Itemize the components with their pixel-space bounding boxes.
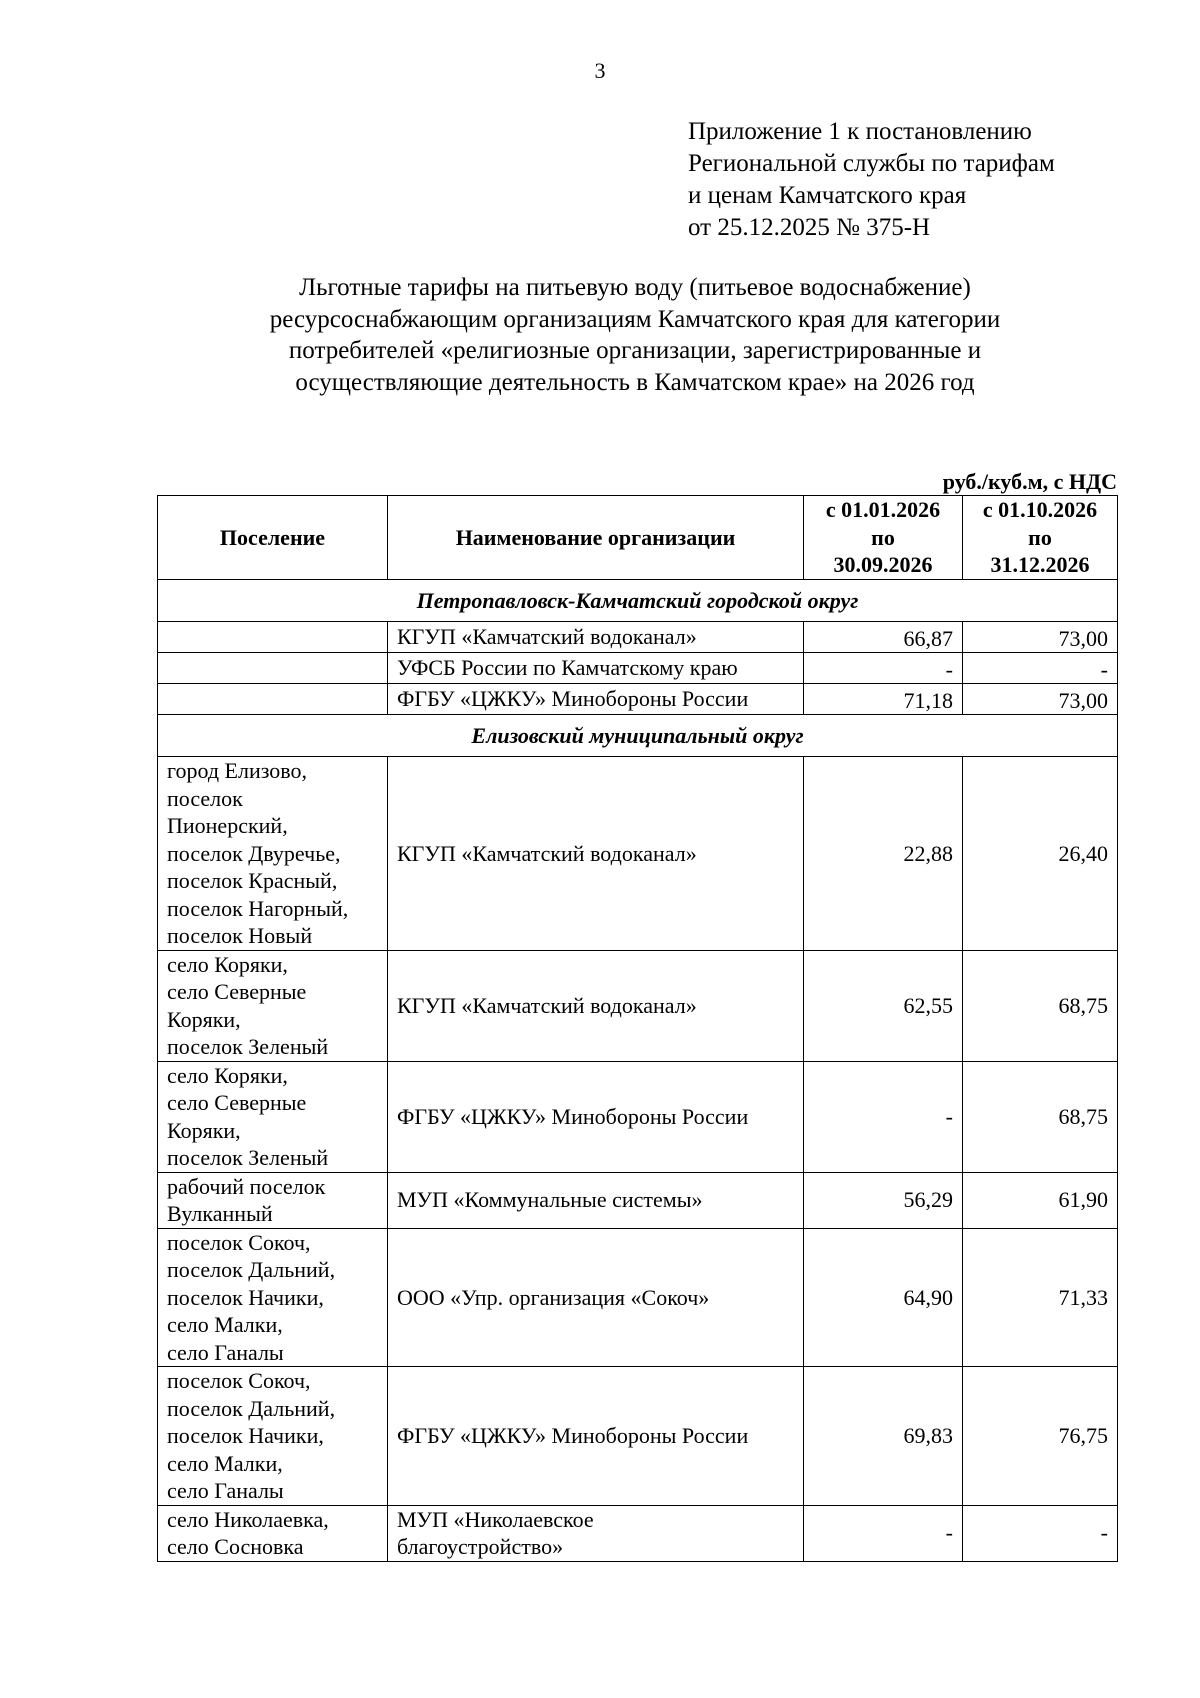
settlement-cell [158, 1505, 388, 1561]
settlement-line: Коряки, [167, 1006, 241, 1032]
organization-line: МУП «Николаевское [397, 1506, 594, 1532]
header-period-1 [804, 496, 963, 580]
table-row [158, 1061, 1118, 1172]
header-organization: Наименование организации [388, 496, 804, 580]
section-header-row [158, 715, 1118, 757]
organization-cell: МУП «Коммунальные системы» [388, 1172, 804, 1228]
header-period-1-line: с 01.01.2026 [825, 497, 941, 523]
settlement-line: поселок Дальний, [167, 1257, 336, 1282]
title-line: потребителей «религиозные организации, зарегистрированные и [288, 337, 982, 364]
settlement-cell [158, 1228, 388, 1367]
organization-cell: УФСБ России по Камчатскому краю [388, 653, 804, 684]
settlement-line: село Малки, [167, 1312, 283, 1337]
organization-cell [388, 1505, 804, 1561]
settlement-line: рабочий поселок [167, 1173, 326, 1199]
settlement-line: село Северные [167, 979, 307, 1004]
tariff-period-1-cell: 22,88 [804, 757, 963, 951]
appendix-line: от 25.12.2025 № 375-Н [688, 214, 931, 241]
tariff-period-2-cell: - [963, 653, 1118, 684]
table-row [158, 1505, 1118, 1561]
title-line: Льготные тарифы на питьевую воду (питьевое водоснабжение) [299, 274, 971, 301]
settlement-line: Вулканный [167, 1201, 273, 1226]
organization-cell: КГУП «Камчатский водоканал» [388, 757, 804, 951]
settlement-line: село Сосновка [167, 1534, 304, 1559]
appendix-line: и ценам Камчатского края [688, 182, 967, 209]
settlement-cell [158, 1367, 388, 1506]
header-period-1-line: по [871, 524, 895, 550]
table-row [158, 622, 1118, 653]
tariff-table [157, 495, 1118, 1562]
appendix-line: Приложение 1 к постановлению [688, 118, 1032, 145]
tariff-period-1-cell: 64,90 [804, 1228, 963, 1367]
table-row [158, 1367, 1118, 1506]
tariff-period-2-cell: - [963, 1505, 1118, 1561]
settlement-line: село Ганалы [167, 1478, 284, 1503]
organization-cell: ООО «Упр. организация «Сокоч» [388, 1228, 804, 1367]
tariff-period-2-cell: 76,75 [963, 1367, 1118, 1506]
tariff-period-1-cell: - [804, 1505, 963, 1561]
tariff-period-1-cell: 71,18 [804, 684, 963, 715]
settlement-line: поселок [167, 785, 243, 811]
settlement-line: поселок Двуречье, [167, 840, 341, 866]
table-row [158, 1172, 1118, 1228]
organization-cell: ФГБУ «ЦЖКУ» Минобороны России [388, 1367, 804, 1506]
settlement-line: поселок Сокоч, [167, 1229, 311, 1255]
table-header-row [158, 496, 1118, 580]
settlement-line: село Коряки, [167, 1062, 288, 1088]
settlement-cell [158, 757, 388, 951]
tariff-period-2-cell: 26,40 [963, 757, 1118, 951]
settlement-line: поселок Дальний, [167, 1395, 336, 1421]
section-title: Петропавловск-Камчатский городской округ [158, 580, 1118, 622]
settlement-cell [158, 950, 388, 1061]
organization-cell: ФГБУ «ЦЖКУ» Минобороны России [388, 1061, 804, 1172]
settlement-line: город Елизово, [167, 758, 308, 783]
settlement-cell [158, 1061, 388, 1172]
settlement-line: село Ганалы [167, 1339, 284, 1365]
header-period-2-line: по [1028, 524, 1052, 550]
header-period-2-line: с 01.10.2026 [982, 497, 1098, 523]
settlement-cell [158, 622, 388, 653]
settlement-line: село Николаевка, [167, 1506, 329, 1532]
title-line: ресурсоснабжающим организациям Камчатского края для категории [269, 305, 1001, 333]
tariff-period-2-cell: 73,00 [963, 684, 1118, 715]
header-period-2 [963, 496, 1118, 580]
organization-line: благоустройство» [397, 1534, 564, 1559]
settlement-line: поселок Нагорный, [167, 895, 349, 921]
settlement-line: село Коряки, [167, 951, 288, 977]
tariff-period-1-cell: 62,55 [804, 950, 963, 1061]
settlement-line: поселок Начики, [167, 1423, 324, 1448]
organization-cell: КГУП «Камчатский водоканал» [388, 950, 804, 1061]
tariff-period-1-cell: 66,87 [804, 622, 963, 653]
section-header-row [158, 580, 1118, 622]
organization-cell: ФГБУ «ЦЖКУ» Минобороны России [388, 684, 804, 715]
header-settlement: Поселение [158, 496, 388, 580]
settlement-line: поселок Новый [167, 923, 313, 948]
table-row [158, 653, 1118, 684]
tariff-period-1-cell: - [804, 653, 963, 684]
tariff-period-1-cell: 56,29 [804, 1172, 963, 1228]
settlement-line: Коряки, [167, 1117, 241, 1143]
table-row [158, 757, 1118, 951]
tariff-period-2-cell: 71,33 [963, 1228, 1118, 1367]
settlement-cell [158, 684, 388, 715]
tariff-period-2-cell: 61,90 [963, 1172, 1118, 1228]
section-title: Елизовский муниципальный округ [158, 715, 1118, 757]
tariff-period-2-cell: 68,75 [963, 950, 1118, 1061]
settlement-cell [158, 1172, 388, 1228]
appendix-line: Региональной службы по тарифам [688, 150, 1055, 177]
unit-label: руб./куб.м, с НДС [942, 469, 1117, 494]
tariff-period-1-cell: 69,83 [804, 1367, 963, 1506]
settlement-cell [158, 653, 388, 684]
settlement-line: Пионерский, [167, 813, 288, 838]
settlement-line: село Малки, [167, 1450, 283, 1476]
table-row [158, 1228, 1118, 1367]
settlement-line: поселок Начики, [167, 1284, 324, 1310]
settlement-line: поселок Сокоч, [167, 1368, 311, 1393]
settlement-line: поселок Зеленый [167, 1145, 329, 1170]
table-row [158, 950, 1118, 1061]
settlement-line: поселок Зеленый [167, 1034, 329, 1059]
tariff-period-2-cell: 68,75 [963, 1061, 1118, 1172]
settlement-line: поселок Красный, [167, 868, 338, 893]
organization-cell: КГУП «Камчатский водоканал» [388, 622, 804, 653]
header-period-2-line: 31.12.2026 [990, 552, 1090, 578]
document-title [160, 272, 1110, 398]
title-line: осуществляющие деятельность в Камчатском крае» на 2026 год [295, 368, 975, 396]
page-number: 3 [594, 58, 606, 83]
table-row [158, 684, 1118, 715]
tariff-period-2-cell: 73,00 [963, 622, 1118, 653]
header-period-1-line: 30.09.2026 [833, 552, 933, 578]
settlement-line: село Северные [167, 1090, 307, 1115]
appendix-reference [688, 116, 1055, 244]
tariff-period-1-cell: - [804, 1061, 963, 1172]
